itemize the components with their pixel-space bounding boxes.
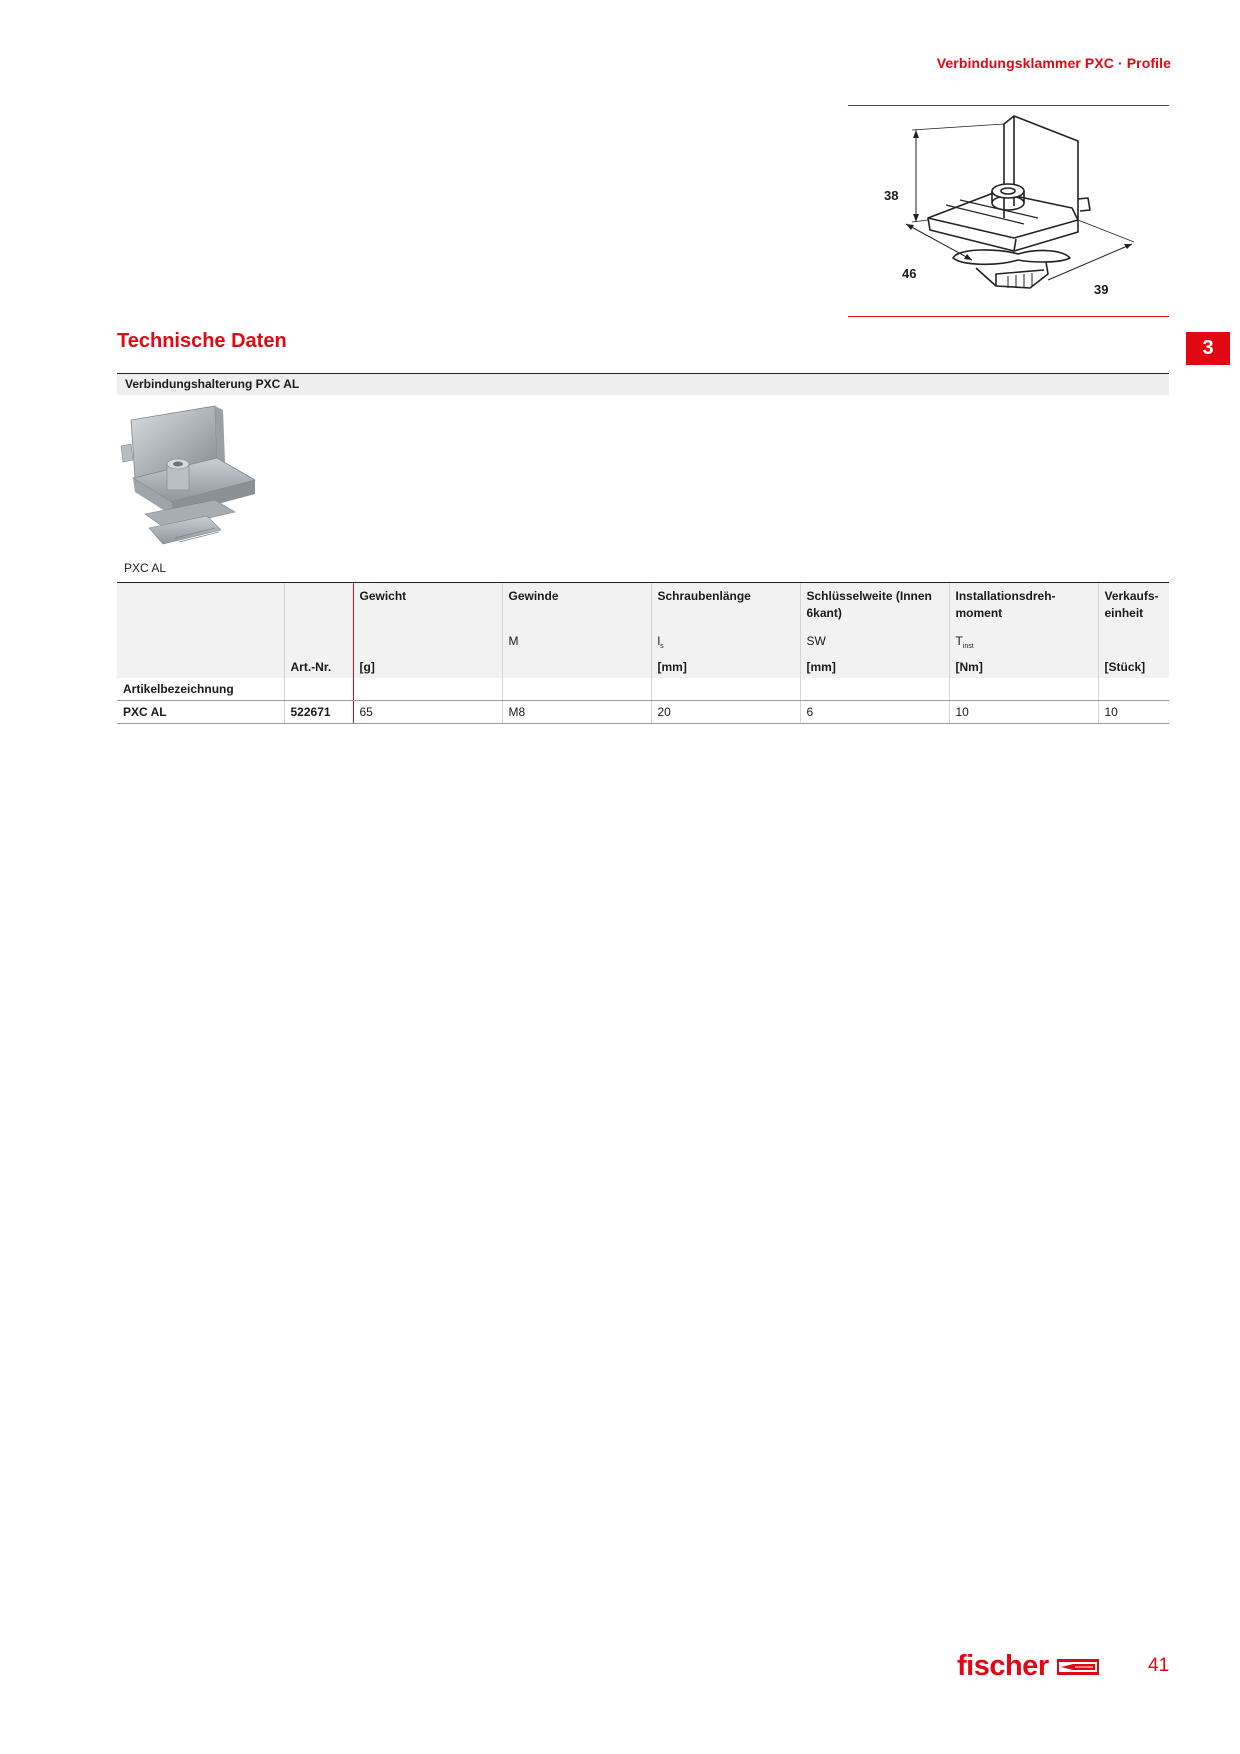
unit-cell-empty	[117, 656, 284, 678]
dimension-height-label: 38	[884, 188, 899, 203]
unit-artnr: Art.-Nr.	[284, 656, 353, 678]
chapter-tab: 3	[1186, 332, 1230, 365]
row-header-empty	[353, 678, 502, 701]
cell-schluesselweite: 6	[800, 701, 949, 724]
header-gewicht: Gewicht	[353, 583, 502, 633]
header-schluesselweite-line1: Schlüsselweite (Innen	[806, 589, 932, 603]
unit-gewicht: [g]	[353, 656, 502, 678]
header-cell-artnr	[284, 583, 353, 633]
cell-installation: 10	[949, 701, 1098, 724]
row-header-label: Artikelbezeichnung	[117, 678, 284, 701]
symbol-installation-main: T	[955, 634, 963, 648]
header-installation-line2: moment	[955, 606, 1003, 620]
unit-verkauf: [Stück]	[1098, 656, 1169, 678]
header-schluesselweite-line2: 6kant)	[806, 606, 842, 620]
clamp-photo	[115, 402, 265, 552]
symbol-schraubenlaenge	[651, 632, 800, 656]
product-bar-label: Verbindungshalterung PXC AL	[125, 377, 300, 391]
symbol-gewicht	[353, 632, 502, 656]
symbol-installation-sub: inst	[962, 643, 974, 650]
cell-gewinde: M8	[502, 701, 651, 724]
product-photo	[115, 402, 265, 552]
row-header-empty	[284, 678, 353, 701]
dimension-drawing	[848, 108, 1174, 308]
dimension-width-label: 39	[1094, 282, 1109, 297]
header-gewinde: Gewinde	[502, 583, 651, 633]
header-verkauf	[1098, 583, 1169, 633]
symbol-gewinde: M	[502, 632, 651, 656]
symbol-installation	[949, 632, 1098, 656]
unit-schluesselweite: [mm]	[800, 656, 949, 678]
product-bar	[117, 373, 1169, 395]
product-photo-caption: PXC AL	[124, 561, 167, 575]
running-header: Verbindungsklammer PXC · Profile	[936, 55, 1171, 71]
header-installation-line1: Installationsdreh-	[955, 589, 1056, 603]
table-unit-row	[117, 656, 1169, 678]
unit-installation: [Nm]	[949, 656, 1098, 678]
table-header-row	[117, 583, 1169, 633]
brand-wordmark: fischer	[957, 1650, 1049, 1682]
brand-tag-icon	[1057, 1659, 1099, 1675]
cell-schraubenlaenge: 20	[651, 701, 800, 724]
header-schluesselweite	[800, 583, 949, 633]
dimension-depth-label: 46	[902, 266, 917, 281]
header-schraubenlaenge: Schraubenlänge	[651, 583, 800, 633]
row-header-empty	[949, 678, 1098, 701]
technical-data-table	[117, 582, 1169, 724]
header-cell-empty	[117, 583, 284, 633]
symbol-schraubenlaenge-sub: s	[660, 643, 664, 650]
symbol-cell-empty	[117, 632, 284, 656]
symbol-verkauf	[1098, 632, 1169, 656]
cell-verkauf: 10	[1098, 701, 1169, 724]
row-header-empty	[651, 678, 800, 701]
header-installation	[949, 583, 1098, 633]
cell-gewicht: 65	[353, 701, 502, 724]
unit-gewinde	[502, 656, 651, 678]
header-verkauf-line1: Verkaufs-	[1104, 589, 1159, 603]
table-symbol-row	[117, 632, 1169, 656]
symbol-cell-artnr	[284, 632, 353, 656]
unit-schraubenlaenge: [mm]	[651, 656, 800, 678]
row-header-empty	[1098, 678, 1169, 701]
header-verkauf-line2: einheit	[1104, 606, 1144, 620]
table-row-header	[117, 678, 1169, 701]
row-header-empty	[800, 678, 949, 701]
clamp-line-drawing	[848, 108, 1174, 308]
section-title: Technische Daten	[117, 330, 287, 352]
cell-artnr: 522671	[284, 701, 353, 724]
row-header-empty	[502, 678, 651, 701]
table-row	[117, 701, 1169, 724]
header-rule-top	[848, 105, 1169, 106]
symbol-schraubenlaenge-main: l	[657, 634, 661, 648]
brand-logo	[957, 1650, 1099, 1684]
header-rule-bottom	[848, 316, 1169, 317]
symbol-schluesselweite: SW	[800, 632, 949, 656]
page-number: 41	[1148, 1655, 1170, 1676]
cell-name: PXC AL	[117, 701, 284, 724]
